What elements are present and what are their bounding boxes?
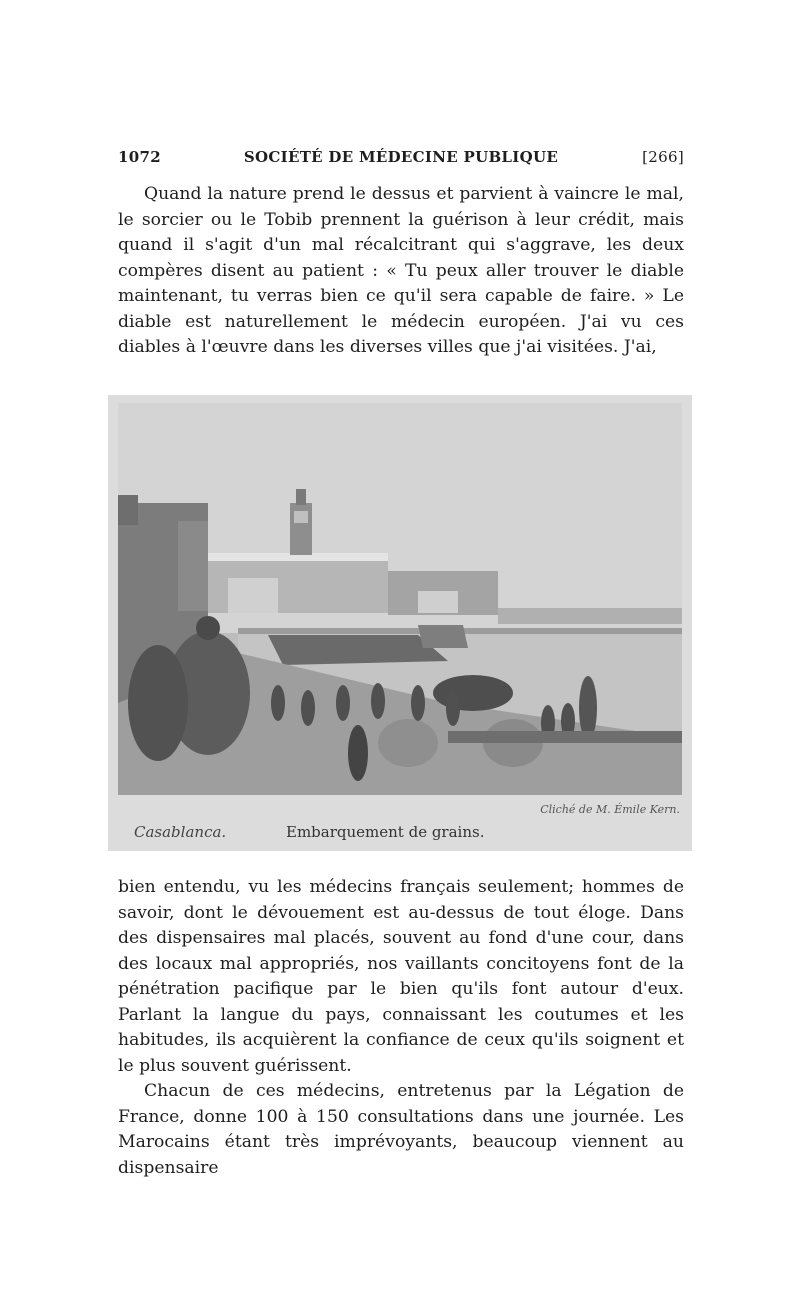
figure — [108, 395, 692, 851]
reference-number: [266] — [642, 148, 684, 166]
harbor-scene-image — [118, 403, 682, 795]
text-block-bottom — [118, 875, 684, 1181]
page-header — [118, 148, 684, 172]
page-number: 1072 — [118, 148, 161, 166]
photograph — [118, 403, 682, 795]
paragraph: Quand la nature prend le dessus et parvient à vaincre le mal, le sorcier ou le Tobib prennent la guérison à leur crédit, mais quand il s'agit d'un mal récalcitrant qui s'aggrave, les deux compères disent au patient : « Tu peux aller trouver le diable maintenant, tu verras bien ce qu'il sera capable de faire. » Le diable est naturellement le médecin européen. J'ai vu ces diables à l'œuvre dans les diverses villes que j'ai visitées. J'ai, — [118, 184, 684, 357]
text-block-top — [118, 182, 684, 361]
caption-text: Embarquement de grains. — [286, 823, 485, 841]
caption-place: Casablanca. — [134, 823, 227, 841]
paragraph: bien entendu, vu les médecins français seulement; hommes de savoir, dont le dévouement est au-dessus de tout éloge. Dans des dispensaires mal placés, souvent au fond d'une cour, dans des locaux mal appropriés, nos vaillants concitoyens font de la pénétration pacifique par le bien qu'ils font autour d'eux. Parlant la langue du pays, connaissant les coutumes et les habitudes, ils acquièrent la confiance de ceux qu'ils soignent et le plus souvent guérissent. — [118, 877, 684, 1076]
running-title: SOCIÉTÉ DE MÉDECINE PUBLIQUE — [243, 148, 559, 166]
paragraph: Chacun de ces médecins, entretenus par la Légation de France, donne 100 à 150 consultations dans une journée. Les Marocains étant très imprévoyants, beaucoup viennent au dispensaire — [118, 1081, 684, 1178]
photo-credit: Cliché de M. Émile Kern. — [540, 803, 680, 816]
